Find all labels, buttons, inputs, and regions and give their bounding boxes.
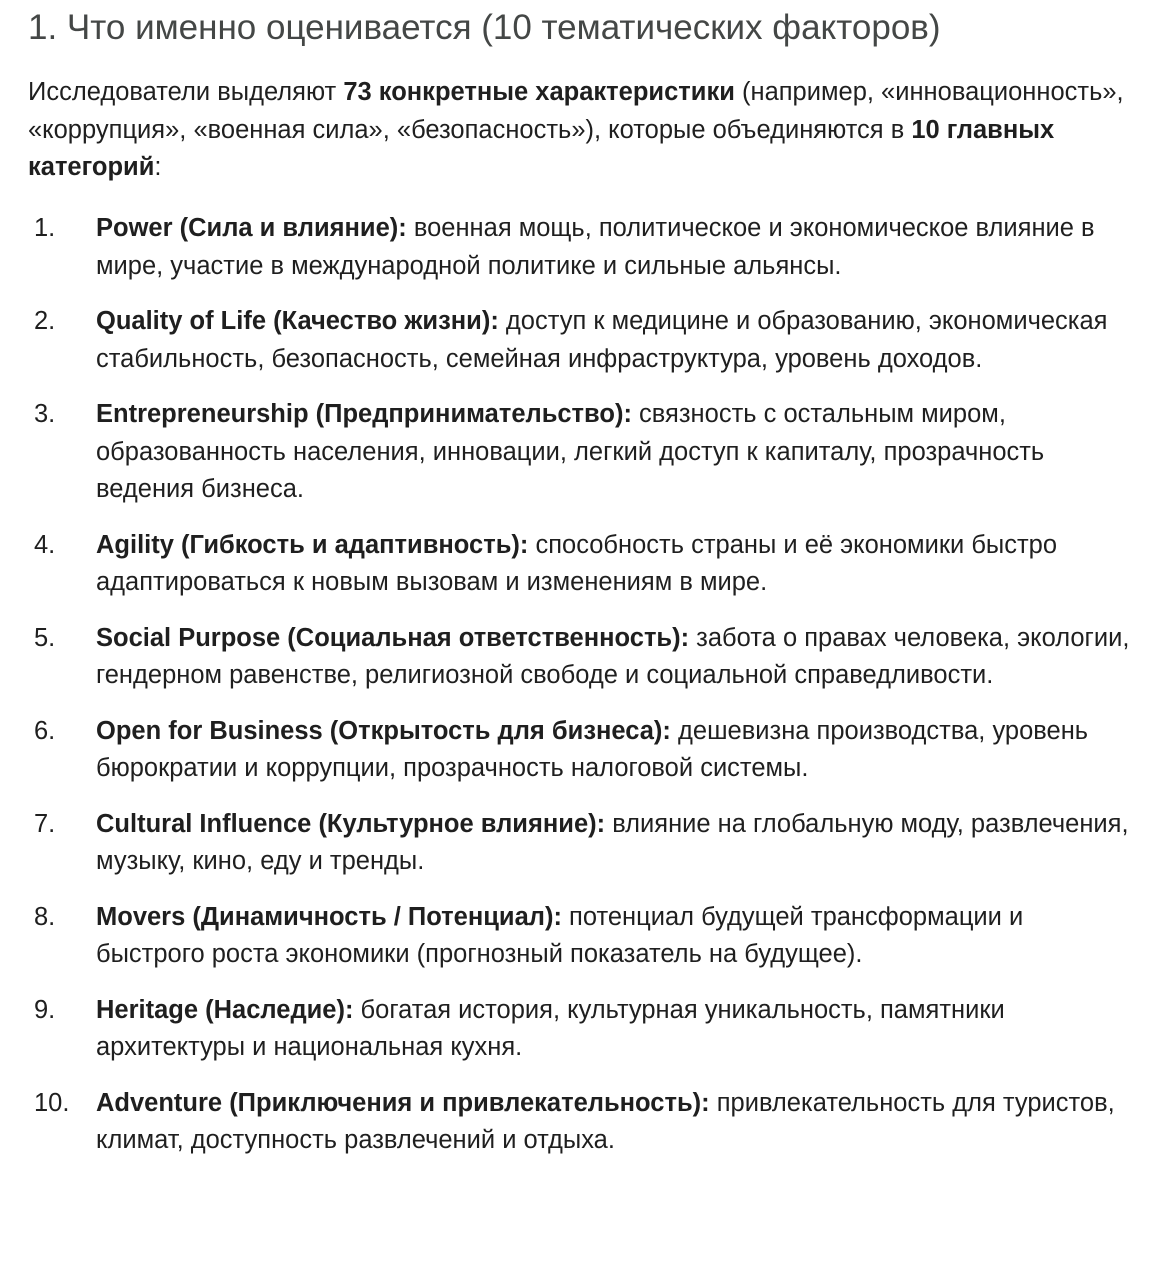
factor-description: привлекательность для туристов, климат, доступность развлечений и отдыха. <box>96 1088 1115 1154</box>
factor-description: влияние на глобальную моду, развлечения, музыку, кино, еду и тренды. <box>96 809 1129 875</box>
list-item <box>28 992 1133 1067</box>
list-number: 8. <box>34 902 56 931</box>
list-item <box>28 899 1133 974</box>
factor-description: дешевизна производства, уровень бюрократии и коррупции, прозрачность налоговой системы. <box>96 716 1089 782</box>
list-number: 3. <box>34 400 56 428</box>
list-item <box>28 806 1133 881</box>
intro-paragraph <box>28 74 1128 187</box>
list-number: 6. <box>34 716 56 745</box>
factor-term: Heritage (Наследие): <box>96 995 354 1024</box>
list-number: 9. <box>34 995 56 1024</box>
intro-text: : <box>154 153 162 181</box>
factor-term: Open for Business (Открытость для бизнеса): <box>96 716 671 745</box>
list-item <box>28 713 1133 788</box>
factors-list <box>28 210 1133 1178</box>
list-item <box>28 396 1133 509</box>
factor-term: Entrepreneurship (Предпринимательство): <box>96 400 632 428</box>
list-number: 7. <box>34 809 56 838</box>
factor-description: военная мощь, политическое и экономическое влияние в мире, участие в международной политике и сильные альянсы. <box>96 214 1095 280</box>
factor-description: способность страны и её экономики быстро адаптироваться к новым вызовам и изменениям в мире. <box>96 530 1058 596</box>
factor-term: Quality of Life (Качество жизни): <box>96 307 499 335</box>
list-item <box>28 210 1133 285</box>
factor-term: Adventure (Приключения и привлекательность): <box>96 1088 710 1117</box>
factor-description: связность с остальным миром, образованность населения, инновации, легкий доступ к капиталу, прозрачность ведения бизнеса. <box>96 400 1045 503</box>
list-number: 1. <box>34 214 56 242</box>
list-item <box>28 303 1133 378</box>
factor-description: потенциал будущей трансформации и быстрого роста экономики (прогнозный показатель на будущее). <box>96 902 1024 968</box>
intro-text: Исследователи выделяют <box>28 78 344 106</box>
factor-description: богатая история, культурная уникальность, памятники архитектуры и национальная кухня. <box>96 995 1005 1061</box>
list-number: 4. <box>34 530 56 559</box>
list-item <box>28 620 1133 695</box>
factor-description: доступ к медицине и образованию, экономическая стабильность, безопасность, семейная инфраструктура, уровень доходов. <box>96 307 1108 373</box>
list-item <box>28 1085 1133 1160</box>
intro-bold-count: 73 конкретные характеристики <box>343 78 735 106</box>
list-item <box>28 527 1133 602</box>
list-number: 2. <box>34 307 56 335</box>
intro-text: (например, «инновационность», «коррупция», «военная сила», «безопасность»), которые объединяются в <box>28 78 1124 144</box>
intro-bold-categories: 10 главных категорий <box>28 115 1055 181</box>
factor-term: Cultural Influence (Культурное влияние): <box>96 809 606 838</box>
section-heading: 1. Что именно оценивается (10 тематических факторов) <box>28 8 941 47</box>
list-number: 5. <box>34 623 56 652</box>
factor-term: Social Purpose (Социальная ответственность): <box>96 623 690 652</box>
list-number: 10. <box>34 1088 70 1117</box>
factor-term: Power (Сила и влияние): <box>96 214 407 242</box>
factor-term: Movers (Динамичность / Потенциал): <box>96 902 562 931</box>
factor-term: Agility (Гибкость и адаптивность): <box>96 530 529 559</box>
factor-description: забота о правах человека, экологии, гендерном равенстве, религиозной свободе и социальной справедливости. <box>96 623 1130 689</box>
